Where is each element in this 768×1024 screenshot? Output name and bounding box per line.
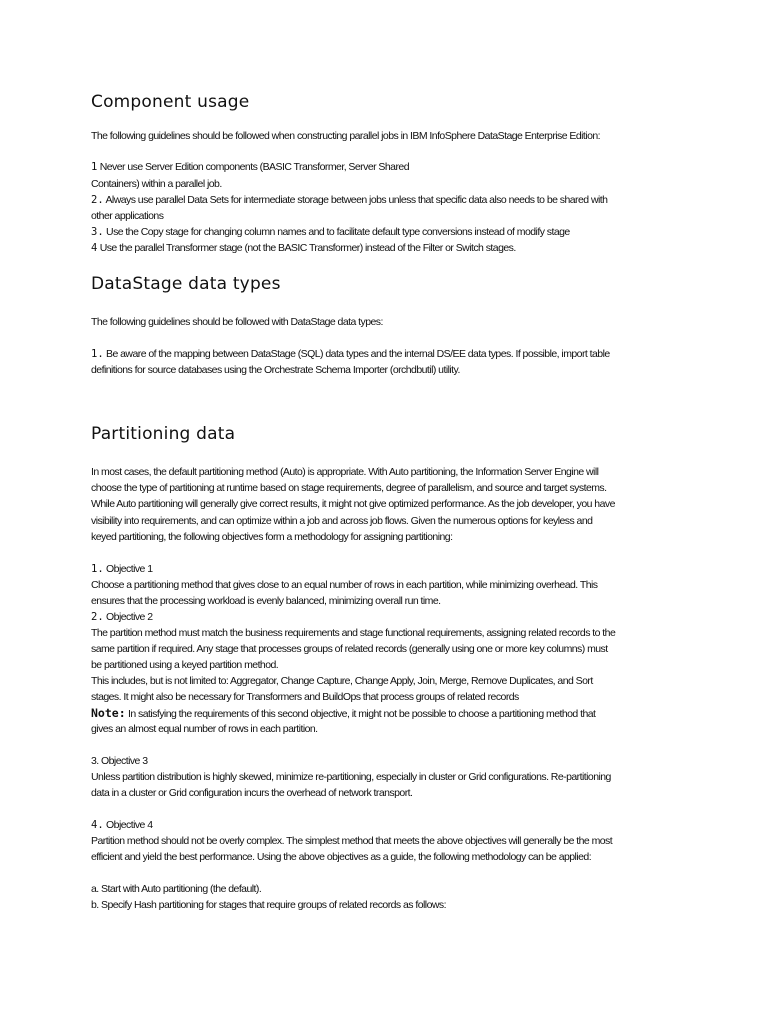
objective-1-line-1: Choose a partitioning method that gives close to an equal number of rows in each partition, while minimizing overhead. This — [91, 579, 598, 591]
item-text: Use the parallel Transformer stage (not the BASIC Transformer) instead of the Filter or Switch stages. — [99, 242, 516, 254]
item-number: 4 — [91, 242, 98, 254]
objective-2-title — [91, 609, 153, 625]
objective-3-title: 3. Objective 3 — [91, 755, 148, 767]
component-item-2-line-1 — [91, 192, 607, 208]
item-number: 1 — [91, 161, 98, 173]
item-number: 1. — [91, 563, 104, 575]
item-number: 2. — [91, 611, 104, 623]
note-line-1 — [91, 705, 595, 722]
heading-component-usage: Component usage — [91, 92, 250, 112]
objective-2-line-1: The partition method must match the business requirements and stage functional requirements, assigning related records to the — [91, 627, 616, 639]
partitioning-intro-line-1: In most cases, the default partitioning method (Auto) is appropriate. With Auto partitioning, the Information Server Engine will — [91, 466, 599, 478]
objective-title: Objective 2 — [106, 611, 153, 623]
objective-3-line-2: data in a cluster or Grid configuration incurs the overhead of network transport. — [91, 787, 413, 799]
objective-4-title — [91, 817, 153, 833]
objective-4-line-2: efficient and yield the best performance. Using the above objectives as a guide, the following methodology can be applied: — [91, 851, 592, 863]
note-label: Note: — [91, 706, 126, 720]
partitioning-intro-line-5: keyed partitioning, the following objectives form a methodology for assigning partitioning: — [91, 531, 453, 543]
component-usage-intro: The following guidelines should be followed when constructing parallel jobs in IBM InfoSphere DataStage Enterprise Edition: — [91, 130, 601, 142]
component-item-1-line-2: Containers) within a parallel job. — [91, 178, 222, 190]
objective-2-line-4: This includes, but is not limited to: Aggregator, Change Capture, Change Apply, Join, Merge, Remove Duplicates, and Sort — [91, 675, 593, 687]
heading-partitioning-data: Partitioning data — [91, 424, 236, 444]
step-b: b. Specify Hash partitioning for stages that require groups of related records as follows: — [91, 899, 446, 911]
component-item-2-line-2: other applications — [91, 210, 164, 222]
note-line-2: gives an almost equal number of rows in each partition. — [91, 723, 318, 735]
item-text: Never use Server Edition components (BASIC Transformer, Server Shared — [99, 161, 409, 173]
item-text: Use the Copy stage for changing column names and to facilitate default type conversions instead of modify stage — [106, 226, 570, 238]
item-number: 3. — [91, 226, 104, 238]
objective-1-title — [91, 561, 153, 577]
objective-2-line-3: be partitioned using a keyed partition method. — [91, 659, 279, 671]
component-item-4 — [91, 240, 516, 256]
item-number: 2. — [91, 194, 104, 206]
item-text: Be aware of the mapping between DataStage (SQL) data types and the internal DS/EE data types. If possible, import table — [106, 348, 610, 360]
item-text: Always use parallel Data Sets for intermediate storage between jobs unless that specific data also needs to be shared with — [105, 194, 608, 206]
objective-4-line-1: Partition method should not be overly complex. The simplest method that meets the above objectives will generally be the most — [91, 835, 613, 847]
component-item-1-line-1 — [91, 159, 409, 175]
objective-title: Objective 4 — [106, 819, 153, 831]
partitioning-intro-line-3: While Auto partitioning will generally give correct results, it might not give optimized performance. As the job developer, you have — [91, 498, 615, 510]
partitioning-intro-line-2: choose the type of partitioning at runtime based on stage requirements, degree of parallelism, and source and target systems. — [91, 482, 607, 494]
datastage-types-intro: The following guidelines should be followed with DataStage data types: — [91, 316, 383, 328]
objective-2-line-2: same partition if required. Any stage that processes groups of related records (generally using one or more key columns) must — [91, 643, 608, 655]
partitioning-intro-line-4: visibility into requirements, and can optimize within a job and across job flows. Given the numerous options for keyless and — [91, 515, 593, 527]
objective-2-line-5: stages. It might also be necessary for Transformers and BuildOps that process groups of related records — [91, 691, 519, 703]
datastage-item-1-line-2: definitions for source databases using the Orchestrate Schema Importer (orchdbutil) utility. — [91, 364, 460, 376]
objective-1-line-2: ensures that the processing workload is evenly balanced, minimizing overall run time. — [91, 595, 441, 607]
item-number: 4. — [91, 819, 104, 831]
step-a: a. Start with Auto partitioning (the default). — [91, 883, 262, 895]
item-number: 1. — [91, 348, 104, 360]
objective-3-line-1: Unless partition distribution is highly skewed, minimize re-partitioning, especially in cluster or Grid configurations. Re-partitioning — [91, 771, 611, 783]
heading-datastage-data-types: DataStage data types — [91, 274, 281, 294]
component-item-3 — [91, 224, 570, 240]
objective-title: Objective 1 — [106, 563, 153, 575]
datastage-item-1-line-1 — [91, 346, 610, 362]
note-text: In satisfying the requirements of this second objective, it might not be possible to choose a partitioning method that — [128, 708, 596, 720]
